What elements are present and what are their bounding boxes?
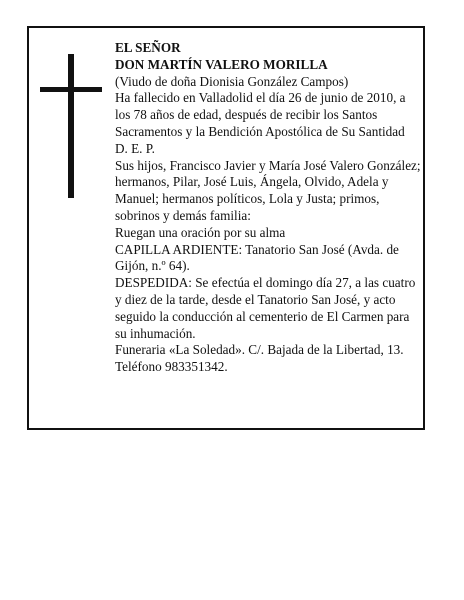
death-announcement: Ha fallecido en Valladolid el día 26 de junio de 2010, a los 78 años de edad, después de recibir los Santos Sacramentos y la Bendición Apostólica de Su Santidad [115, 90, 406, 139]
rip-line: D. E. P. [115, 140, 155, 156]
obituary-title: EL SEÑOR [115, 40, 181, 55]
widow-line: (Viudo de doña Dionisia González Campos) [115, 73, 349, 89]
obituary-text [115, 40, 421, 376]
cross-vertical-bar [68, 54, 74, 198]
deceased-name: DON MARTÍN VALERO MORILLA [115, 56, 328, 72]
farewell-info: DESPEDIDA: Se efectúa el domingo día 27, a las cuatro y diez de la tarde, desde el Tanatorio San José, y acto seguido la conducción al cementerio de El Carmen para su inhumación. [115, 275, 416, 341]
prayer-request: Ruegan una oración por su alma [115, 224, 286, 240]
funeral-home-info: Funeraria «La Soledad». C/. Bajada de la Libertad, 13. Teléfono 983351342. [115, 342, 404, 375]
obituary-notice [27, 26, 425, 430]
cross-horizontal-bar [40, 87, 102, 92]
cross-icon [40, 54, 102, 198]
chapel-info: CAPILLA ARDIENTE: Tanatorio San José (Avda. de Gijón, n.º 64). [115, 241, 399, 274]
family-list: Sus hijos, Francisco Javier y María José Valero González; hermanos, Pilar, José Luis, Ángela, Olvido, Adela y Manuel; hermanos políticos, Lola y Justa; primos, sobrinos y demás familia: [115, 157, 421, 223]
